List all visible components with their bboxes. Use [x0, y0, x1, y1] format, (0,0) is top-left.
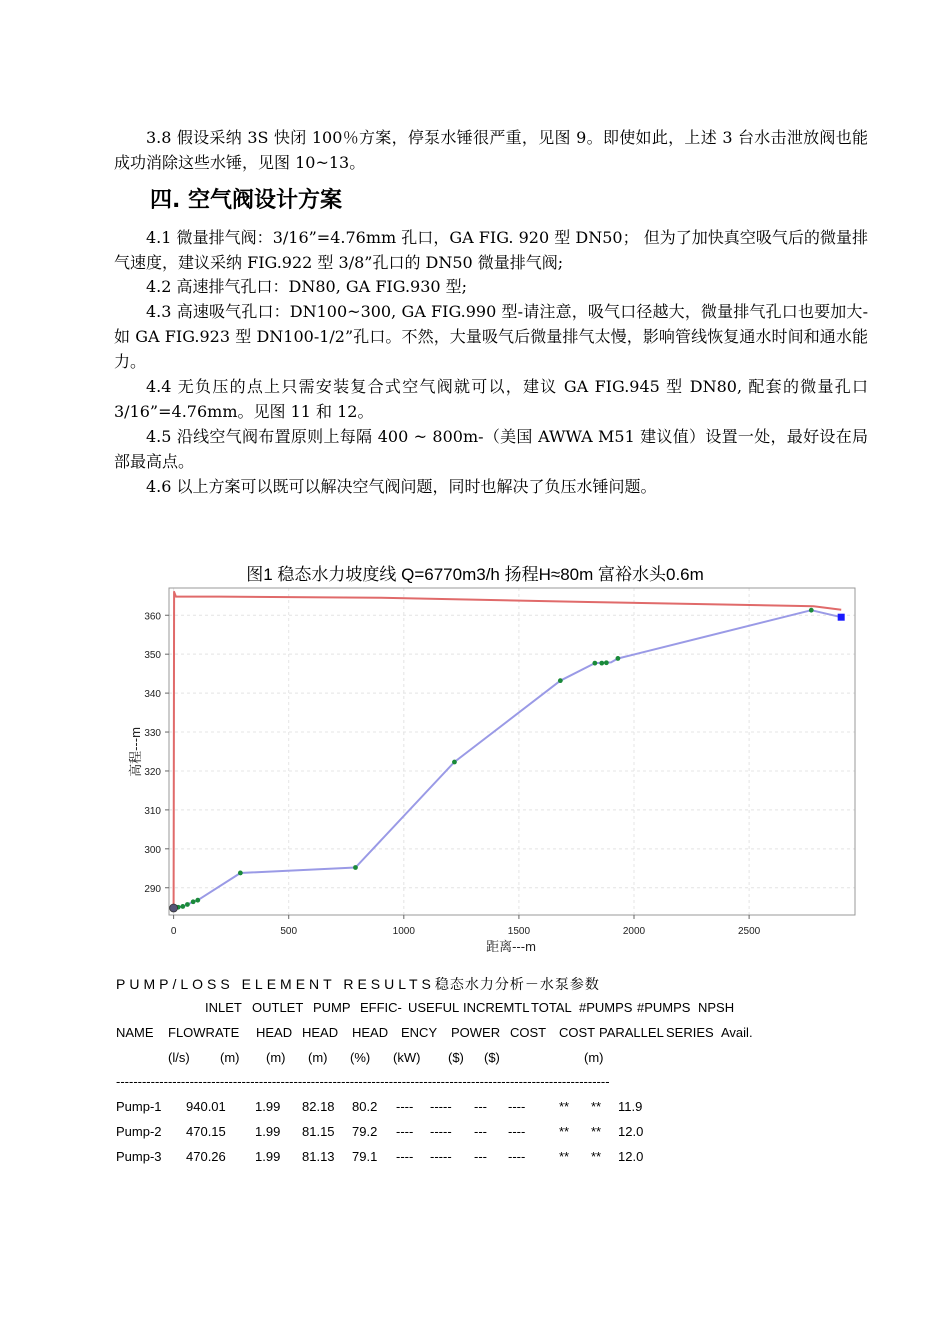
table-header-cell: OUTLET — [252, 1000, 304, 1015]
x-tick-label: 2000 — [622, 926, 646, 937]
table-header-cell: COST — [510, 1025, 547, 1040]
table-header-cell: EFFIC- — [360, 1000, 402, 1015]
table-cell: ----- — [430, 1149, 452, 1164]
table-header-cell: INCREMTL — [463, 1000, 530, 1015]
table-header-cell: TOTAL — [531, 1000, 572, 1015]
table-cell: 940.01 — [186, 1099, 226, 1114]
table-cell: ---- — [508, 1124, 526, 1139]
node-point — [592, 661, 597, 666]
table-header-cell: ENCY — [401, 1025, 438, 1040]
table-header-cell: (m) — [308, 1050, 328, 1065]
table-header-cell: HEAD — [256, 1025, 293, 1040]
table-cell: 81.15 — [302, 1124, 335, 1139]
table-cell: ----- — [430, 1124, 452, 1139]
node-point — [195, 898, 200, 903]
pump-name-cell: Pump-2 — [116, 1124, 162, 1139]
table-header-cell: NPSH — [698, 1000, 735, 1015]
node-point — [238, 871, 243, 876]
table-cell: 12.0 — [618, 1124, 644, 1139]
table-header-cell: HEAD — [352, 1025, 389, 1040]
x-tick-label: 1500 — [507, 926, 531, 937]
table-cell: --- — [474, 1099, 487, 1114]
table-cell: 470.15 — [186, 1124, 226, 1139]
table-cell: ** — [559, 1099, 570, 1114]
table-cell: 79.1 — [352, 1149, 378, 1164]
pump-name-cell: Pump-1 — [116, 1099, 162, 1114]
reservoir-end-marker — [838, 614, 845, 621]
table-header-cell: #PUMPS — [579, 1000, 633, 1015]
node-point — [353, 865, 358, 870]
node-point — [615, 656, 620, 661]
y-tick-label: 330 — [144, 728, 161, 740]
results-title — [116, 974, 600, 994]
table-cell: ---- — [396, 1124, 414, 1139]
node-point — [185, 902, 190, 907]
table-cell: ----- — [430, 1099, 452, 1114]
paragraph-4-5: 4.5 沿线空气阀布置原则上每隔 400 ~ 800m-（美国 AWWA M51 建议值）设置一处，最好设在局部最高点。 — [114, 427, 868, 471]
chart-title: 图1 稳态水力坡度线 Q=6770m3/h 扬程H≈80m 富裕水头0.6m — [246, 565, 704, 584]
table-header-cell: (m) — [584, 1050, 604, 1065]
table-cell: ---- — [396, 1099, 414, 1114]
paragraph-4-6: 4.6 以上方案可以既可以解决空气阀问题，同时也解决了负压水锤问题。 — [146, 477, 657, 496]
table-cell: 82.18 — [302, 1099, 335, 1114]
table-cell: ** — [591, 1099, 602, 1114]
section-heading: 四. 空气阀设计方案 — [150, 188, 343, 213]
y-tick-label: 350 — [144, 650, 161, 662]
table-cell: ---- — [508, 1099, 526, 1114]
table-header-cell: (%) — [350, 1050, 371, 1065]
x-tick-label: 2500 — [737, 926, 761, 937]
node-point — [809, 608, 814, 613]
table-cell: ** — [559, 1124, 570, 1139]
x-tick-label: 1000 — [392, 926, 415, 937]
table-header-cell: POWER — [451, 1025, 501, 1040]
x-tick-label: 500 — [280, 926, 298, 937]
table-cell: ---- — [396, 1149, 414, 1164]
results-title-en: PUMP/LOSS ELEMENT RESULTS — [116, 976, 435, 992]
table-header-cell: PUMP — [313, 1000, 351, 1015]
table-header-cell: FLOWRATE — [168, 1025, 240, 1040]
paragraph-4-1: 4.1 微量排气阀：3/16”=4.76mm 孔口，GA FIG. 920 型 DN50； 但为了加快真空吸气后的微量排气速度，建议采纳 FIG.922 型 3/8”孔口的 DN50 微量排气阀; — [114, 228, 868, 272]
paragraph-4-3: 4.3 高速吸气孔口：DN100~300, GA FIG.990 型-请注意，吸气口径越大，微量排气孔口也要加大-如 GA FIG.923 型 DN100-1/2”孔口。不然，大量吸气后微量排气太慢，影响管线恢复通水时间和通水能力。 — [114, 302, 868, 371]
table-cell: 80.2 — [352, 1099, 378, 1114]
table-header-cell: (kW) — [393, 1050, 421, 1065]
table-cell: 81.13 — [302, 1149, 335, 1164]
results-title-cn: 稳态水力分析－水泵参数 — [434, 977, 600, 993]
table-header-cell: (l/s) — [168, 1050, 190, 1065]
node-point — [599, 661, 604, 666]
table-cell: ** — [591, 1124, 602, 1139]
table-header-cell: COST — [559, 1025, 596, 1040]
pipeline-elevation-line — [174, 610, 842, 907]
table-header-cell: PARALLEL — [599, 1025, 664, 1040]
table-header-cell: ($) — [484, 1050, 500, 1065]
table-header-cell: INLET — [205, 1000, 242, 1015]
table-header-cell: NAME — [116, 1025, 154, 1040]
hydraulic-grade-line — [174, 592, 842, 907]
paragraph-3-8: 3.8 假设采纳 3S 快闭 100％方案，停泵水锤很严重，见图 9。即使如此，上述 3 台水击泄放阀也能成功消除这些水锤，见图 10~13。 — [114, 128, 868, 172]
x-axis-label: 距离---m — [486, 939, 536, 954]
table-cell: 470.26 — [186, 1149, 226, 1164]
table-header-cell: SERIES — [666, 1025, 714, 1040]
node-point — [180, 904, 185, 909]
pump-name-cell: Pump-3 — [116, 1149, 162, 1164]
y-tick-label: 320 — [144, 766, 161, 778]
y-tick-label: 310 — [144, 805, 161, 817]
table-header-cell: (m) — [220, 1050, 240, 1065]
table-cell: 1.99 — [255, 1124, 281, 1139]
node-point — [558, 678, 563, 683]
table-divider: ------------------------------------------------------------------------------------------------------------------ — [116, 1074, 610, 1089]
y-tick-label: 360 — [144, 611, 161, 623]
table-cell: --- — [474, 1149, 487, 1164]
y-axis-label: 高程---m — [128, 727, 143, 777]
table-header-cell: Avail. — [721, 1025, 753, 1040]
plot-frame — [169, 588, 855, 915]
table-cell: 79.2 — [352, 1124, 378, 1139]
table-cell: 1.99 — [255, 1099, 281, 1114]
paragraph-4-2: 4.2 高速排气孔口：DN80, GA FIG.930 型; — [146, 277, 468, 296]
y-tick-label: 340 — [144, 689, 161, 701]
pump-station-marker — [170, 904, 178, 912]
table-cell: 12.0 — [618, 1149, 644, 1164]
table-cell: ** — [591, 1149, 602, 1164]
table-header-cell: (m) — [266, 1050, 286, 1065]
table-header-cell: HEAD — [302, 1025, 339, 1040]
table-header-cell: USEFUL — [408, 1000, 460, 1015]
y-tick-label: 290 — [144, 883, 161, 895]
node-point — [452, 760, 457, 765]
x-tick-label: 0 — [170, 926, 177, 937]
table-cell: 11.9 — [618, 1099, 643, 1114]
y-tick-label: 300 — [144, 844, 161, 856]
table-cell: ** — [559, 1149, 570, 1164]
table-cell: --- — [474, 1124, 487, 1139]
table-header-cell: ($) — [448, 1050, 464, 1065]
table-header-cell: #PUMPS — [637, 1000, 691, 1015]
table-cell: 1.99 — [255, 1149, 281, 1164]
paragraph-4-4: 4.4 无负压的点上只需安装复合式空气阀就可以，建议 GA FIG.945 型 DN80, 配套的微量孔口 3/16”=4.76mm。见图 11 和 12。 — [114, 377, 868, 421]
node-point — [604, 660, 609, 665]
node-point — [191, 899, 196, 904]
table-cell: ---- — [508, 1149, 526, 1164]
